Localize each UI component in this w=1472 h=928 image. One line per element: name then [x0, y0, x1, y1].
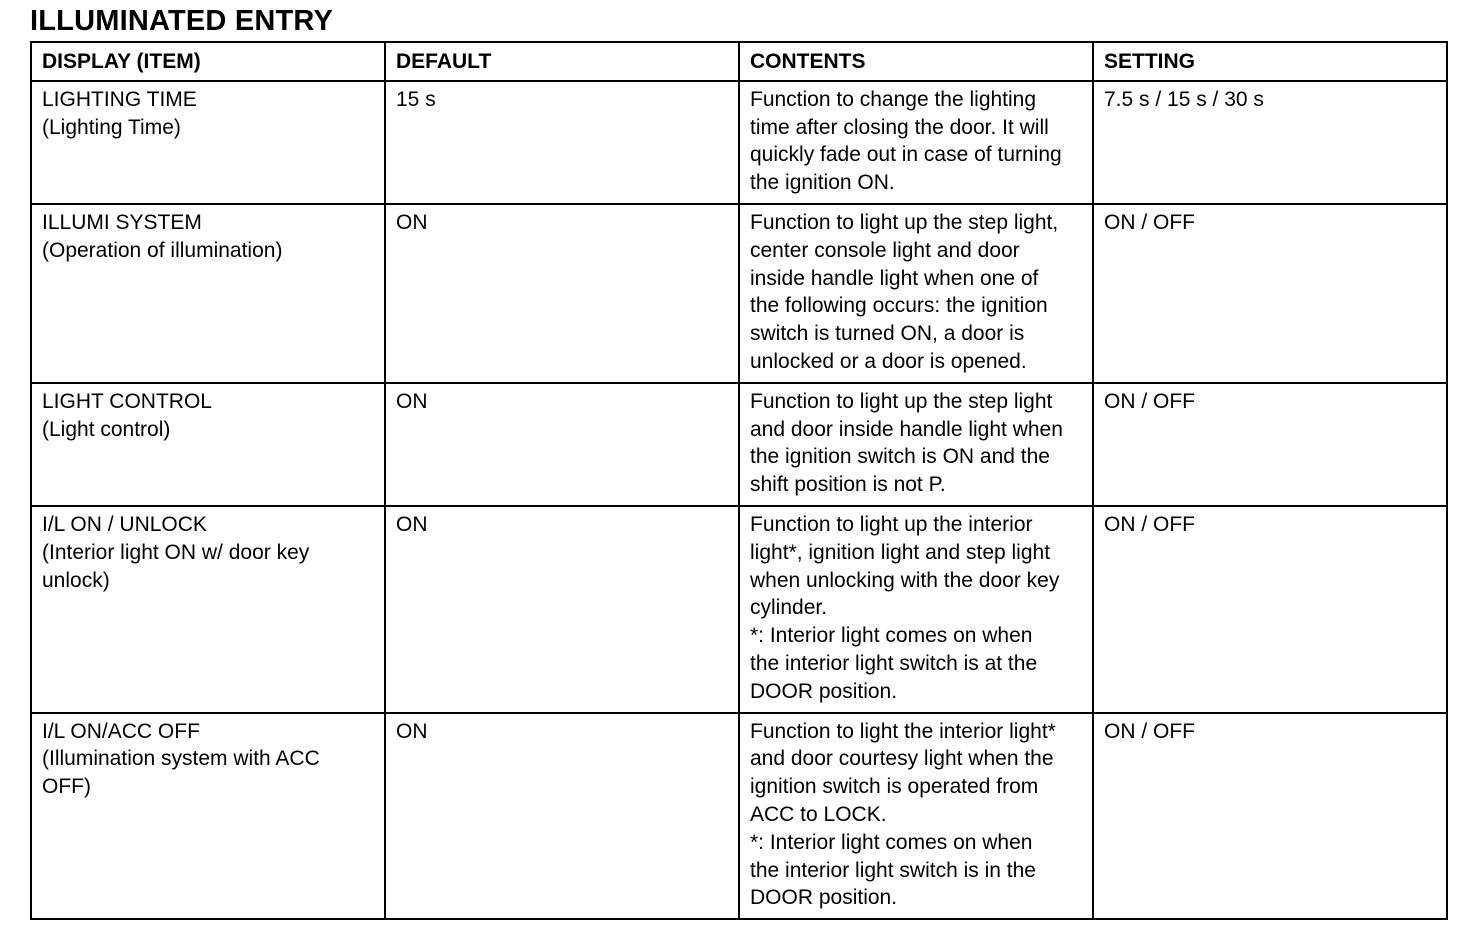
contents-line: center console light and door — [750, 238, 1020, 262]
item-name: ILLUMI SYSTEM — [42, 210, 202, 234]
default-cell: ON — [385, 713, 739, 920]
contents-line: DOOR position. — [750, 679, 898, 703]
contents-line: time after closing the door. It will — [750, 115, 1049, 139]
item-description: OFF) — [42, 775, 91, 799]
contents-line: Function to change the lighting — [750, 87, 1037, 111]
contents-line: ACC to LOCK. — [750, 802, 887, 826]
contents-line: the ignition switch is ON and the — [750, 445, 1050, 469]
item-name: LIGHTING TIME — [42, 87, 197, 111]
item-cell — [31, 713, 385, 920]
illuminated-entry-table — [30, 41, 1448, 920]
item-name: I/L ON / UNLOCK — [42, 512, 207, 536]
contents-cell — [739, 204, 1093, 383]
table-row — [31, 506, 1447, 713]
header-contents: CONTENTS — [739, 42, 1093, 81]
item-name: I/L ON/ACC OFF — [42, 719, 200, 743]
contents-line: light*, ignition light and step light — [750, 540, 1051, 564]
contents-line: Function to light the interior light* — [750, 719, 1056, 743]
contents-line: when unlocking with the door key — [750, 568, 1060, 592]
contents-cell — [739, 506, 1093, 713]
contents-line: *: Interior light comes on when — [750, 624, 1033, 648]
header-setting: SETTING — [1093, 42, 1447, 81]
contents-line: *: Interior light comes on when — [750, 830, 1033, 854]
contents-cell — [739, 81, 1093, 204]
contents-cell — [739, 713, 1093, 920]
table-row — [31, 383, 1447, 506]
item-description: (Illumination system with ACC — [42, 747, 320, 771]
table-row — [31, 713, 1447, 920]
setting-cell: ON / OFF — [1093, 204, 1447, 383]
contents-line: inside handle light when one of — [750, 266, 1039, 290]
contents-line: the following occurs: the ignition — [750, 294, 1048, 318]
item-description: (Operation of illumination) — [42, 238, 283, 262]
contents-line: and door inside handle light when — [750, 417, 1063, 441]
contents-line: Function to light up the interior — [750, 512, 1033, 536]
header-row — [31, 42, 1447, 81]
table-row — [31, 81, 1447, 204]
header-display-item: DISPLAY (ITEM) — [31, 42, 385, 81]
header-default: DEFAULT — [385, 42, 739, 81]
default-cell: 15 s — [385, 81, 739, 204]
item-description: (Interior light ON w/ door key — [42, 540, 310, 564]
setting-cell: ON / OFF — [1093, 713, 1447, 920]
contents-line: shift position is not P. — [750, 473, 946, 497]
contents-line: unlocked or a door is opened. — [750, 349, 1027, 373]
item-name: LIGHT CONTROL — [42, 389, 212, 413]
item-cell — [31, 506, 385, 713]
contents-line: switch is turned ON, a door is — [750, 322, 1025, 346]
item-description: unlock) — [42, 568, 110, 592]
contents-line: Function to light up the step light, — [750, 210, 1059, 234]
contents-line: the interior light switch is at the — [750, 651, 1038, 675]
contents-line: the ignition ON. — [750, 171, 895, 195]
setting-cell: ON / OFF — [1093, 383, 1447, 506]
contents-line: ignition switch is operated from — [750, 775, 1039, 799]
contents-line: and door courtesy light when the — [750, 747, 1054, 771]
contents-line: DOOR position. — [750, 886, 898, 910]
page-title: ILLUMINATED ENTRY — [30, 5, 334, 37]
item-cell — [31, 81, 385, 204]
default-cell: ON — [385, 204, 739, 383]
table-row — [31, 204, 1447, 383]
contents-line: quickly fade out in case of turning — [750, 143, 1062, 167]
contents-line: Function to light up the step light — [750, 389, 1053, 413]
default-cell: ON — [385, 383, 739, 506]
item-cell — [31, 204, 385, 383]
item-description: (Lighting Time) — [42, 115, 181, 139]
default-cell: ON — [385, 506, 739, 713]
item-description: (Light control) — [42, 417, 171, 441]
contents-line: cylinder. — [750, 596, 828, 620]
contents-cell — [739, 383, 1093, 506]
setting-cell: 7.5 s / 15 s / 30 s — [1093, 81, 1447, 204]
item-cell — [31, 383, 385, 506]
contents-line: the interior light switch is in the — [750, 858, 1036, 882]
setting-cell: ON / OFF — [1093, 506, 1447, 713]
